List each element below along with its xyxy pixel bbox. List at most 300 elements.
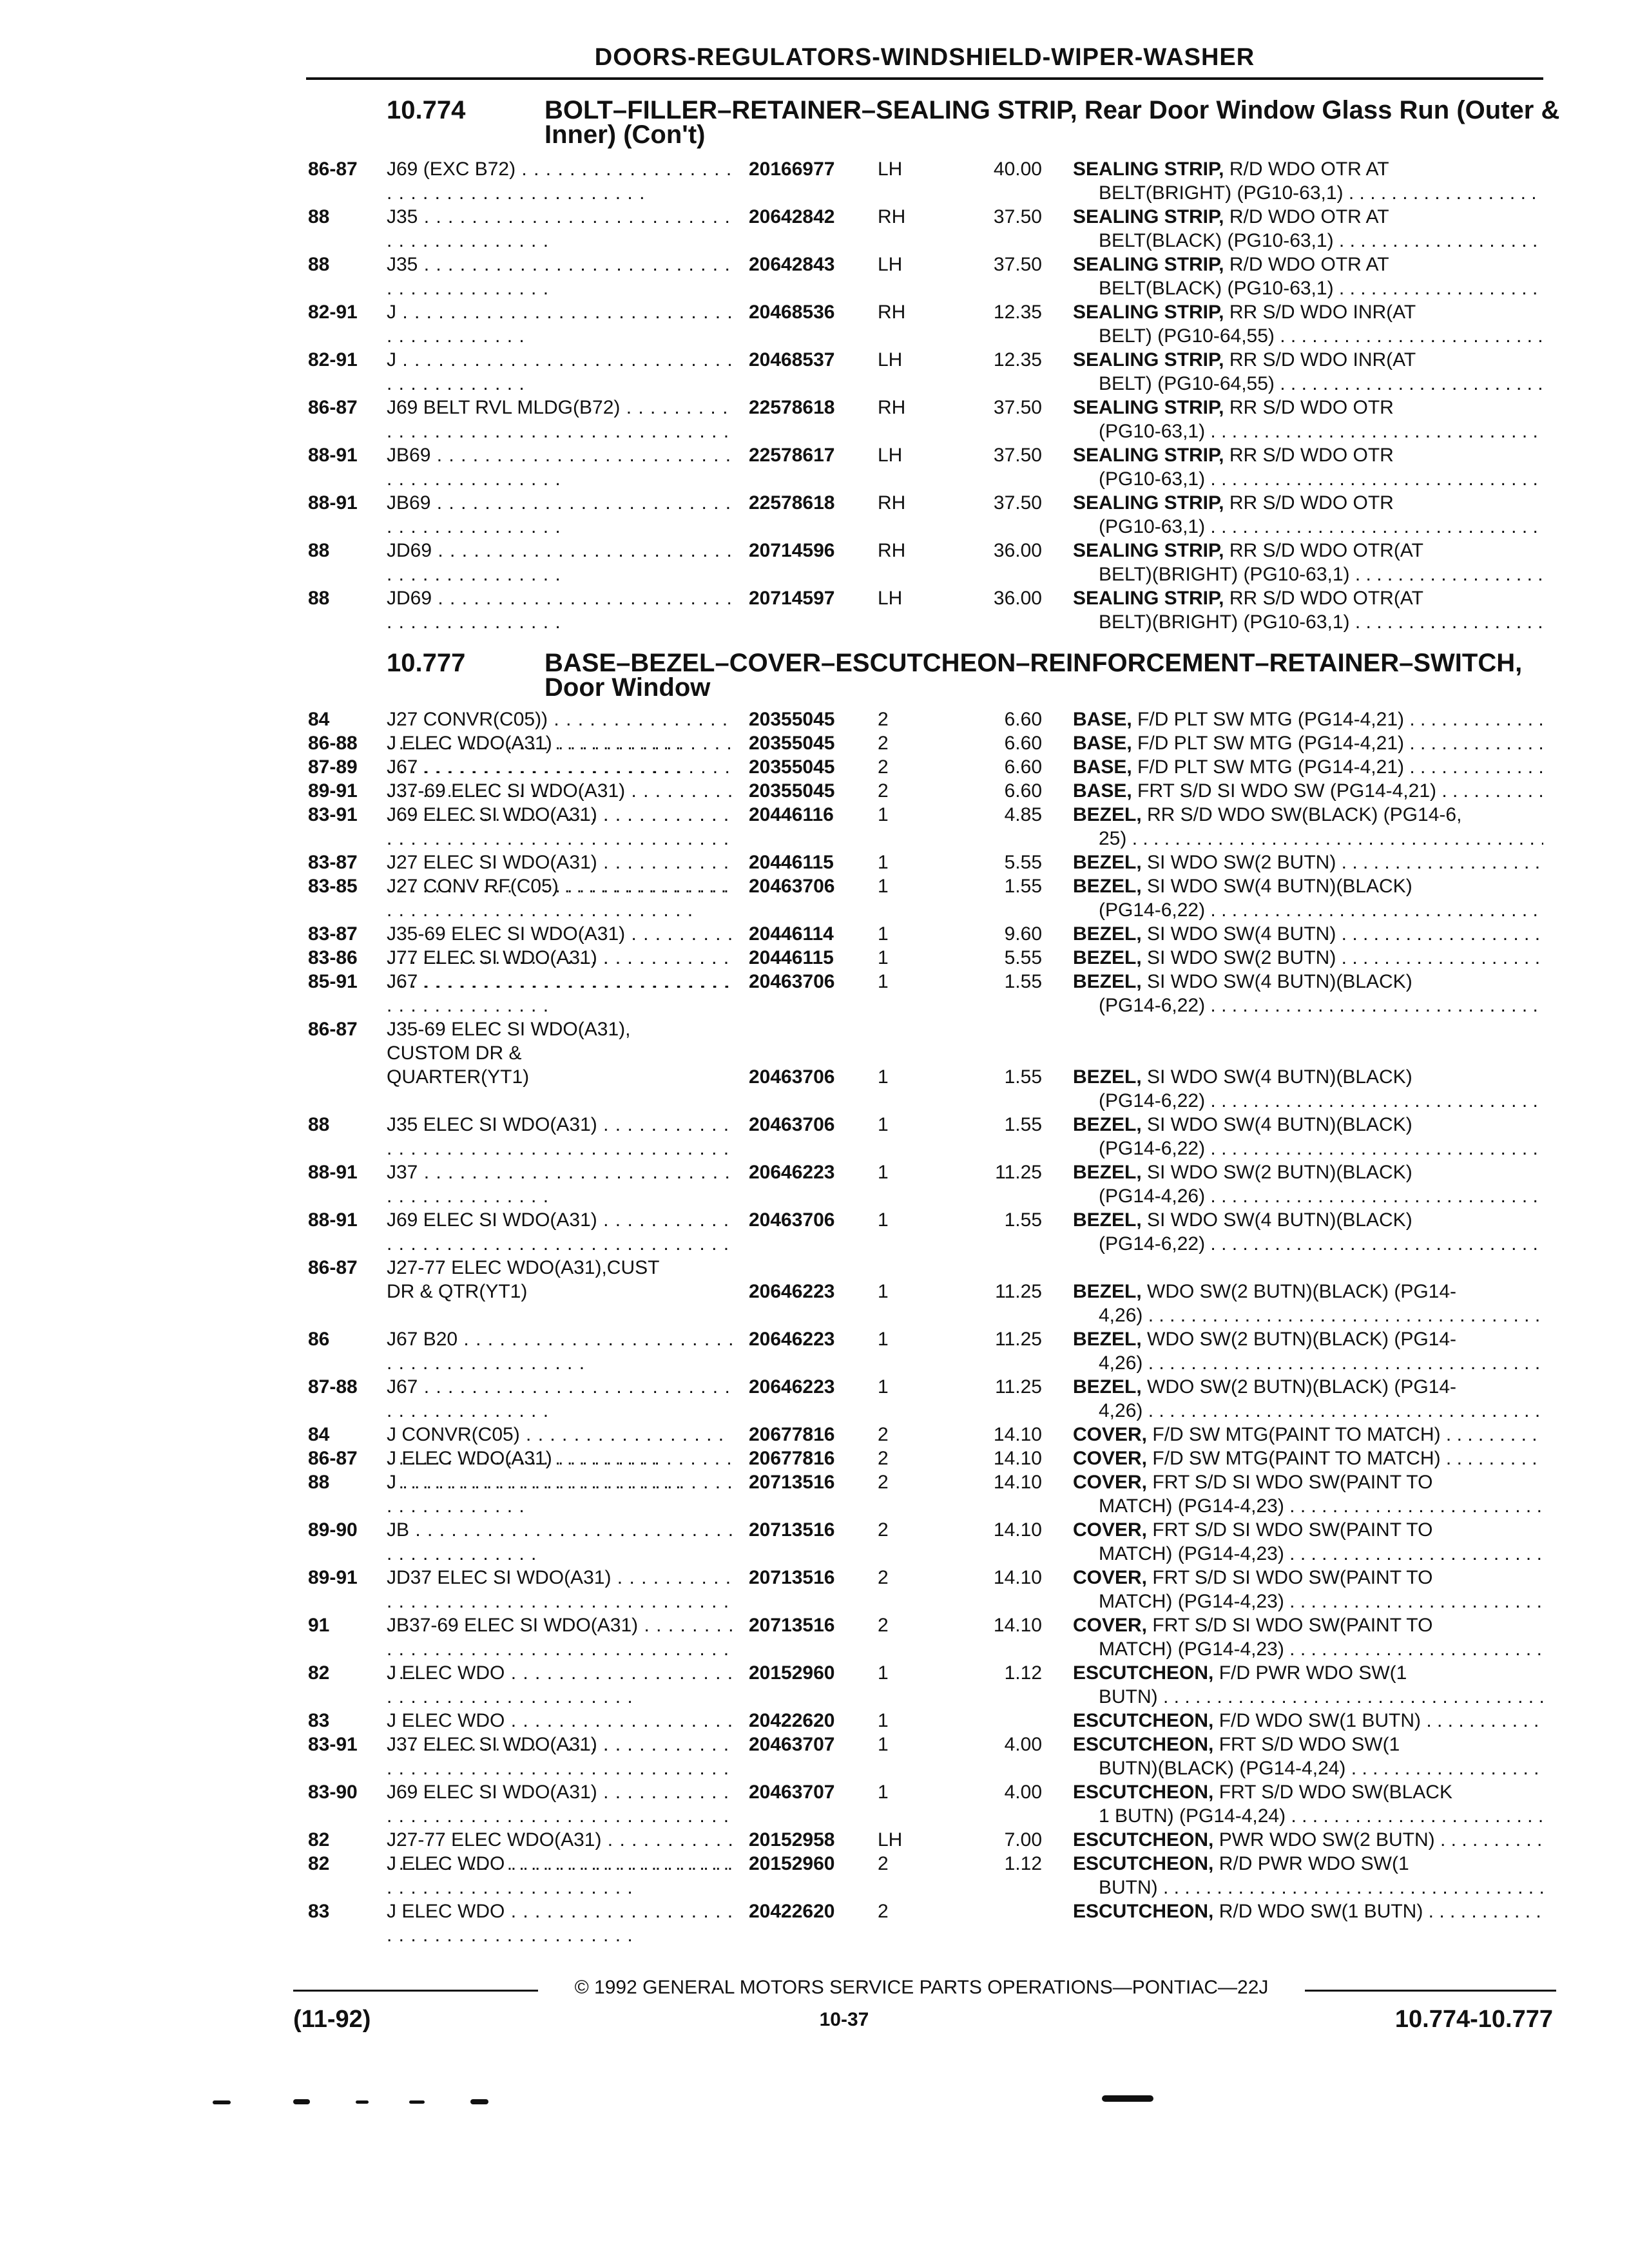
description-line	[1073, 1160, 1543, 1184]
footer-date: (11-92)	[293, 2006, 371, 2033]
description	[1073, 1280, 1543, 1327]
description-line	[1073, 205, 1543, 229]
description-line	[1073, 348, 1543, 372]
price: 6.60	[1004, 733, 1042, 754]
model-years: 83-85	[308, 876, 358, 897]
part-name: SEALING STRIP,	[1073, 302, 1224, 323]
quantity: LH	[878, 254, 903, 275]
description-text: SI WDO SW(4 BUTN)(BLACK)	[1141, 1066, 1412, 1088]
footer-copyright: © 1992 GENERAL MOTORS SERVICE PARTS OPERATIONS—PONTIAC—22J	[538, 1977, 1305, 1999]
table-row	[0, 586, 1629, 634]
description	[1073, 755, 1543, 779]
application: J ELEC WDO . . .	[387, 1709, 735, 1756]
part-name: SEALING STRIP,	[1073, 254, 1224, 275]
model-years: 85-91	[308, 971, 358, 992]
description-line	[1073, 1446, 1543, 1470]
application: J ELEC WDO(A31) . . .	[387, 1446, 735, 1494]
quantity: 1	[878, 923, 889, 945]
description-text: FRT S/D WDO SW(BLACK	[1213, 1782, 1452, 1803]
part-name: COVER,	[1073, 1567, 1148, 1588]
description	[1073, 539, 1543, 586]
model-years: 89-90	[308, 1519, 358, 1541]
part-name: BEZEL,	[1073, 1066, 1142, 1088]
description-line	[1073, 922, 1543, 946]
price: 36.00	[993, 540, 1042, 561]
application: J35 . . .	[387, 205, 735, 253]
price: 11.25	[995, 1281, 1042, 1302]
quantity: 2	[878, 1519, 889, 1541]
description-line	[1073, 1208, 1543, 1232]
description	[1073, 1327, 1543, 1375]
application: J . . .	[387, 300, 735, 348]
description-line	[1073, 157, 1543, 181]
part-name: SEALING STRIP,	[1073, 349, 1224, 370]
quantity: 2	[878, 1853, 889, 1874]
part-number: 20152960	[749, 1662, 835, 1684]
part-name: BEZEL,	[1073, 876, 1142, 897]
description-continuation: (PG14-6,22) . . .	[1073, 1137, 1543, 1160]
part-name: ESCUTCHEON,	[1073, 1901, 1214, 1922]
quantity: 1	[878, 1066, 889, 1088]
description-line	[1073, 1709, 1543, 1733]
description-line	[1073, 1065, 1543, 1089]
table-row	[0, 205, 1629, 253]
description-text: F/D WDO SW(1 BUTN)	[1213, 1710, 1421, 1731]
description-line	[1073, 874, 1543, 898]
model-years: 83	[308, 1710, 330, 1731]
part-name: ESCUTCHEON,	[1073, 1734, 1214, 1755]
quantity: LH	[878, 159, 903, 180]
description-continuation: 25) . . .	[1073, 827, 1543, 850]
description-continuation: 1 BUTN) (PG14-4,24) . . .	[1073, 1804, 1543, 1828]
price: 37.50	[993, 397, 1042, 418]
description-text: WDO SW(2 BUTN)(BLACK) (PG14-	[1141, 1329, 1457, 1350]
quantity: 1	[878, 1114, 889, 1135]
price: 14.10	[993, 1472, 1042, 1493]
price: 4.00	[1004, 1782, 1042, 1803]
application: J77 ELEC SI WDO(A31) . . .	[387, 946, 735, 994]
footer-section-range: 10.774-10.777	[1394, 2006, 1553, 2033]
description-text: SI WDO SW(4 BUTN)(BLACK)	[1141, 1114, 1412, 1135]
price: 6.60	[1004, 709, 1042, 730]
scan-artifact	[293, 2099, 310, 2104]
price: 14.10	[993, 1424, 1042, 1445]
part-name: BEZEL,	[1073, 804, 1142, 825]
table-row	[0, 1733, 1629, 1780]
description-text: RR S/D WDO OTR	[1224, 397, 1394, 418]
description-continuation: BUTN)(BLACK) (PG14-4,24) . . .	[1073, 1756, 1543, 1780]
application: J35 ELEC SI WDO(A31) . . .	[387, 1113, 735, 1160]
quantity: 1	[878, 1662, 889, 1684]
part-name: BEZEL,	[1073, 947, 1142, 968]
description-text: FRT S/D WDO SW(1	[1213, 1734, 1400, 1755]
part-name: SEALING STRIP,	[1073, 397, 1224, 418]
application: J . . .	[387, 348, 735, 396]
table-row	[0, 1017, 1629, 1111]
description-line	[1073, 1780, 1543, 1804]
part-name: SEALING STRIP,	[1073, 540, 1224, 561]
description	[1073, 1160, 1543, 1208]
part-name: BEZEL,	[1073, 923, 1142, 945]
model-years: 86-87	[308, 1019, 358, 1040]
application: J69 ELEC SI WDO(A31) . . .	[387, 1780, 735, 1828]
model-years: 83-86	[308, 947, 358, 968]
price: 5.55	[1004, 947, 1042, 968]
table-row	[0, 1256, 1629, 1326]
part-number: 20713516	[749, 1472, 835, 1493]
description-text: RR S/D WDO OTR(AT	[1224, 588, 1423, 609]
quantity: LH	[878, 349, 903, 370]
description-continuation: (PG10-63,1) . . .	[1073, 467, 1543, 491]
description-line	[1073, 443, 1543, 467]
price: 40.00	[993, 159, 1042, 180]
description-line	[1073, 970, 1543, 994]
description-text: F/D PWR WDO SW(1	[1213, 1662, 1407, 1684]
part-number: 20463706	[749, 1209, 835, 1231]
description-continuation: MATCH) (PG14-4,23) . . .	[1073, 1542, 1543, 1566]
section-number: 10.774	[387, 96, 466, 124]
part-name: ESCUTCHEON,	[1073, 1710, 1214, 1731]
part-number: 20463706	[749, 1066, 835, 1088]
table-row	[0, 1780, 1629, 1828]
quantity: RH	[878, 492, 906, 514]
part-name: SEALING STRIP,	[1073, 445, 1224, 466]
part-number: 20422620	[749, 1710, 835, 1731]
description	[1073, 1613, 1543, 1661]
part-name: BEZEL,	[1073, 1329, 1142, 1350]
part-number: 20713516	[749, 1567, 835, 1588]
quantity: 1	[878, 1710, 889, 1731]
description-text: PWR WDO SW(2 BUTN)	[1213, 1829, 1435, 1850]
quantity: 2	[878, 1615, 889, 1636]
description-text: SI WDO SW(2 BUTN)	[1141, 947, 1336, 968]
table-row	[0, 539, 1629, 586]
description-text: F/D PLT SW MTG (PG14-4,21)	[1132, 733, 1404, 754]
description-text: SI WDO SW(2 BUTN)	[1141, 852, 1336, 873]
description-line	[1073, 300, 1543, 324]
part-name: BEZEL,	[1073, 1281, 1142, 1302]
description-continuation: (PG14-6,22) . . .	[1073, 1089, 1543, 1113]
footer-page-number: 10-37	[819, 2009, 869, 2030]
description-line	[1073, 396, 1543, 419]
description-continuation: (PG14-6,22) . . .	[1073, 1232, 1543, 1256]
description-text: F/D PLT SW MTG (PG14-4,21)	[1132, 709, 1404, 730]
part-number: 20446114	[749, 923, 834, 945]
price: 1.55	[1004, 971, 1042, 992]
description-continuation: (PG10-63,1) . . .	[1073, 515, 1543, 539]
model-years: 88	[308, 1114, 330, 1135]
quantity: 2	[878, 1472, 889, 1493]
application: J69 BELT RVL MLDG(B72) . . .	[387, 396, 735, 467]
part-number: 20642842	[749, 206, 835, 227]
price: 14.10	[993, 1519, 1042, 1541]
description	[1073, 253, 1543, 300]
description	[1073, 946, 1543, 970]
description-continuation: (PG14-6,22) . . .	[1073, 898, 1543, 922]
model-years: 89-91	[308, 780, 358, 802]
scan-artifact	[1102, 2095, 1153, 2102]
model-years: 82-91	[308, 349, 358, 370]
quantity: 1	[878, 1734, 889, 1755]
model-years: 83-87	[308, 923, 358, 945]
price: 4.85	[1004, 804, 1042, 825]
description-text: SI WDO SW(4 BUTN)(BLACK)	[1141, 971, 1412, 992]
part-number: 20646223	[749, 1329, 835, 1350]
part-name: COVER,	[1073, 1448, 1148, 1469]
description-line	[1073, 1661, 1543, 1685]
part-name: COVER,	[1073, 1424, 1148, 1445]
header-rule	[306, 77, 1543, 80]
description-text: FRT S/D SI WDO SW(PAINT TO	[1147, 1567, 1433, 1588]
application: J67 . . .	[387, 970, 735, 1017]
quantity: 1	[878, 1162, 889, 1183]
price: 37.50	[993, 206, 1042, 227]
part-number: 20468537	[749, 349, 835, 370]
quantity: 1	[878, 1329, 889, 1350]
application: J37-69 ELEC SI WDO(A31) . . .	[387, 779, 735, 850]
quantity: 1	[878, 947, 889, 968]
application: J35-69 ELEC SI WDO(A31), CUSTOM DR & QUARTER(YT1)	[387, 1019, 631, 1088]
description-continuation: BELT)(BRIGHT) (PG10-63,1) . . .	[1073, 610, 1543, 634]
description-line	[1073, 253, 1543, 276]
price: 36.00	[993, 588, 1042, 609]
page-header: DOORS-REGULATORS-WINDSHIELD-WIPER-WASHER	[594, 44, 1255, 71]
scan-artifact	[409, 2100, 425, 2104]
description	[1073, 1470, 1543, 1518]
model-years: 82	[308, 1662, 330, 1684]
description-line	[1073, 1280, 1543, 1303]
description-continuation: (PG14-6,22) . . .	[1073, 994, 1543, 1017]
price: 11.25	[995, 1376, 1042, 1398]
part-name: SEALING STRIP,	[1073, 206, 1224, 227]
application: J ELEC WDO . . .	[387, 1899, 735, 1947]
part-number: 20463707	[749, 1782, 835, 1803]
model-years: 86-87	[308, 159, 358, 180]
part-number: 20355045	[749, 733, 835, 754]
description-line	[1073, 1899, 1543, 1923]
application: J35 . . .	[387, 253, 735, 300]
description	[1073, 1566, 1543, 1613]
description-continuation: MATCH) (PG14-4,23) . . .	[1073, 1637, 1543, 1661]
table-row	[0, 1566, 1629, 1613]
part-name: BASE,	[1073, 756, 1132, 778]
application: J CONVR(C05) . . .	[387, 1423, 735, 1470]
price: 14.10	[993, 1615, 1042, 1636]
description	[1073, 874, 1543, 922]
description-line	[1073, 1828, 1543, 1852]
part-name: SEALING STRIP,	[1073, 492, 1224, 514]
description	[1073, 850, 1543, 874]
description-line	[1073, 1566, 1543, 1590]
table-row	[0, 1518, 1629, 1566]
model-years: 86-87	[308, 1448, 358, 1469]
description-line	[1073, 850, 1543, 874]
model-years: 87-88	[308, 1376, 358, 1398]
description	[1073, 396, 1543, 443]
description	[1073, 443, 1543, 491]
application: J27 CONVR(C05)) . . .	[387, 707, 735, 755]
price: 12.35	[993, 349, 1042, 370]
model-years: 82	[308, 1829, 330, 1850]
quantity: 2	[878, 1901, 889, 1922]
description-text: FRT S/D SI WDO SW(PAINT TO	[1147, 1472, 1433, 1493]
scan-artifact	[470, 2099, 488, 2104]
application: J27 ELEC SI WDO(A31) . . .	[387, 850, 735, 898]
price: 14.10	[993, 1448, 1042, 1469]
description-text: FRT S/D SI WDO SW(PAINT TO	[1147, 1519, 1433, 1541]
description-continuation: 4,26) . . .	[1073, 1303, 1543, 1327]
description-text: FRT S/D SI WDO SW (PG14-4,21)	[1132, 780, 1436, 802]
part-number: 20355045	[749, 709, 835, 730]
part-name: BEZEL,	[1073, 1376, 1142, 1398]
description-continuation: BELT(BLACK) (PG10-63,1) . . .	[1073, 229, 1543, 253]
description	[1073, 300, 1543, 348]
description-continuation: MATCH) (PG14-4,23) . . .	[1073, 1590, 1543, 1613]
price: 1.55	[1004, 1114, 1042, 1135]
part-number: 20646223	[749, 1162, 835, 1183]
part-number: 20677816	[749, 1448, 835, 1469]
model-years: 88	[308, 254, 330, 275]
quantity: 1	[878, 1209, 889, 1231]
model-years: 89-91	[308, 1567, 358, 1588]
table-row	[0, 300, 1629, 348]
description	[1073, 803, 1543, 850]
application: J69 ELEC SI WDO(A31) . . .	[387, 1208, 735, 1256]
part-number: 20677816	[749, 1424, 835, 1445]
part-number: 20446115	[749, 852, 834, 873]
description-continuation: 4,26) . . .	[1073, 1351, 1543, 1375]
description-continuation: (PG10-63,1) . . .	[1073, 419, 1543, 443]
application: J ELEC WDO . . .	[387, 1661, 735, 1709]
part-name: COVER,	[1073, 1519, 1148, 1541]
price: 4.00	[1004, 1734, 1042, 1755]
description-text: RR S/D WDO OTR(AT	[1224, 540, 1423, 561]
description	[1073, 707, 1543, 731]
part-name: BEZEL,	[1073, 1114, 1142, 1135]
part-name: COVER,	[1073, 1615, 1148, 1636]
application: J69 ELEC SI WDO(A31) . . .	[387, 803, 735, 850]
price: 11.25	[995, 1329, 1042, 1350]
part-number: 20355045	[749, 780, 835, 802]
model-years: 91	[308, 1615, 330, 1636]
model-years: 88-91	[308, 1209, 358, 1231]
description-continuation: BELT(BLACK) (PG10-63,1) . . .	[1073, 276, 1543, 300]
application: JB69 . . .	[387, 443, 735, 491]
table-row	[0, 803, 1629, 850]
model-years: 88	[308, 1472, 330, 1493]
quantity: 1	[878, 852, 889, 873]
description-text: F/D PLT SW MTG (PG14-4,21)	[1132, 756, 1404, 778]
table-row	[0, 396, 1629, 443]
description-line	[1073, 779, 1543, 803]
part-name: BASE,	[1073, 733, 1132, 754]
price: 5.55	[1004, 852, 1042, 873]
part-number: 20646223	[749, 1281, 835, 1302]
description-text: R/D WDO OTR AT	[1224, 254, 1389, 275]
application: J69 (EXC B72) . . .	[387, 157, 735, 205]
application: J67 . . .	[387, 755, 735, 803]
price: 37.50	[993, 445, 1042, 466]
description	[1073, 1113, 1543, 1160]
description-text: WDO SW(2 BUTN)(BLACK) (PG14-	[1141, 1376, 1457, 1398]
section-heading: BASE–BEZEL–COVER–ESCUTCHEON–REINFORCEMENT–RETAINER–SWITCH, Door Window	[545, 649, 1523, 702]
model-years: 88-91	[308, 1162, 358, 1183]
model-years: 83-87	[308, 852, 358, 873]
description	[1073, 1208, 1543, 1256]
part-name: BEZEL,	[1073, 1209, 1142, 1231]
quantity: 2	[878, 1424, 889, 1445]
price: 14.10	[993, 1567, 1042, 1588]
description-continuation: BUTN) . . .	[1073, 1876, 1543, 1899]
price: 6.60	[1004, 780, 1042, 802]
table-row	[0, 1160, 1629, 1208]
price: 11.25	[995, 1162, 1042, 1183]
model-years: 86-87	[308, 1257, 358, 1278]
model-years: 84	[308, 1424, 330, 1445]
description	[1073, 922, 1543, 946]
part-number: 20446116	[749, 804, 834, 825]
model-years: 83-91	[308, 804, 358, 825]
description	[1073, 731, 1543, 755]
part-name: COVER,	[1073, 1472, 1148, 1493]
quantity: 2	[878, 1567, 889, 1588]
application: J27-77 ELEC WDO(A31) . . .	[387, 1828, 735, 1876]
part-number: 20646223	[749, 1376, 835, 1398]
description	[1073, 1375, 1543, 1423]
quantity: 1	[878, 876, 889, 897]
part-number: 22578618	[749, 397, 835, 418]
part-name: ESCUTCHEON,	[1073, 1829, 1214, 1850]
part-number: 20463706	[749, 1114, 835, 1135]
description	[1073, 779, 1543, 803]
price: 7.00	[1004, 1829, 1042, 1850]
description	[1073, 1423, 1543, 1446]
table-row	[0, 157, 1629, 205]
part-number: 20463706	[749, 876, 835, 897]
quantity: RH	[878, 397, 906, 418]
description-line	[1073, 707, 1543, 731]
description-line	[1073, 539, 1543, 562]
part-number: 20713516	[749, 1519, 835, 1541]
description-line	[1073, 1470, 1543, 1494]
application: J67 B20 . . .	[387, 1327, 735, 1375]
model-years: 86	[308, 1329, 330, 1350]
model-years: 88	[308, 540, 330, 561]
quantity: 2	[878, 733, 889, 754]
description-line	[1073, 1375, 1543, 1399]
description	[1073, 491, 1543, 539]
description	[1073, 1446, 1543, 1470]
application: J ELEC WDO(A31) . . .	[387, 731, 735, 779]
price: 12.35	[993, 302, 1042, 323]
part-number: 20642843	[749, 254, 835, 275]
price: 6.60	[1004, 756, 1042, 778]
part-name: BASE,	[1073, 780, 1132, 802]
model-years: 83-90	[308, 1782, 358, 1803]
price: 1.12	[1004, 1662, 1042, 1684]
price: 1.55	[1004, 1209, 1042, 1231]
description-text: SI WDO SW(2 BUTN)(BLACK)	[1141, 1162, 1412, 1183]
application: JD69 . . .	[387, 539, 735, 586]
description-continuation: BELT)(BRIGHT) (PG10-63,1) . . .	[1073, 562, 1543, 586]
part-number: 20468536	[749, 302, 835, 323]
part-number: 20152960	[749, 1853, 835, 1874]
description	[1073, 1733, 1543, 1780]
quantity: 1	[878, 1782, 889, 1803]
price: 1.55	[1004, 1066, 1042, 1088]
description	[1073, 1780, 1543, 1828]
table-row	[0, 443, 1629, 491]
